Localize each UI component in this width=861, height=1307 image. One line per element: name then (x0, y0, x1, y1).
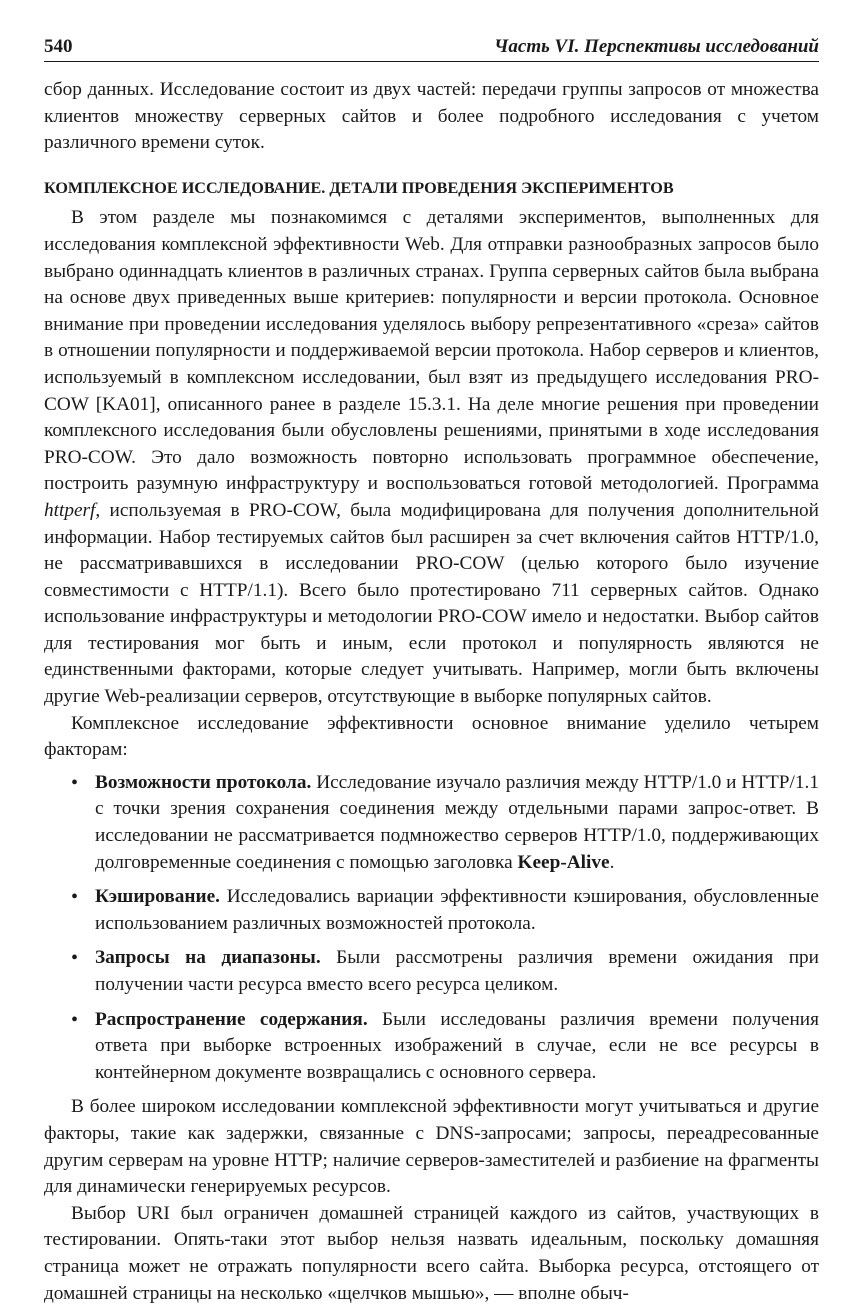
factor-text: Были исследованы различия времени получения ответа при выборке встроенных изображений в случае, если не все ресурсы в контейнерном документе возвращались с основного сервера. (95, 1008, 819, 1083)
program-name-italic: httperf (44, 499, 96, 521)
page-header (44, 36, 819, 62)
section-heading: КОМПЛЕКСНОЕ ИССЛЕДОВАНИЕ. ДЕТАЛИ ПРОВЕДЕНИЯ ЭКСПЕРИМЕНТОВ (44, 178, 674, 197)
paragraph-four-factors-intro: Комплексное исследование эффективности основное внимание уделило четырем факторам: (44, 712, 819, 761)
bullet-icon: • (71, 886, 79, 909)
list-item (71, 884, 819, 937)
list-item (71, 1007, 819, 1087)
page-number: 540 (44, 36, 73, 57)
factor-term: Распространение содержания. (95, 1008, 368, 1030)
bullet-icon: • (71, 771, 79, 794)
paragraph-text: , используемая в PRO-COW, была модифицирована для получения дополнительной информации. Набор тестируемых сайтов был расширен за счет включения сайтов HTTP/1.0, не рассматривавшихся в исследовании PRO-COW (целью которого было изучение совместимости с HTTP/1.1). Всего было протестировано 711 серверных сайтов. Однако использование инфраструктуры и методологии PRO-COW имело и недостатки. Выбор сайтов для тестирования мог быть и иным, если протокол и популярность являются не единственными факторами, которые следует учитывать. Например, могли быть включены другие Web-реализации серверов, отсутствующие в выборке популярных сайтов. (44, 499, 819, 708)
paragraph-text: В этом разделе мы познакомимся с деталями экспериментов, выполненных для исследования комплексной эффективности Web. Для отправки разнообразных запросов было выбрано одиннадцать клиентов в различных странах. Группа серверных сайтов была выбрана на основе двух приведенных выше критериев: популярности и версии протокола. Основное внимание при проведении исследования уделялось выбору репрезентативного «среза» сайтов в отношении популярности и поддерживаемой версии протокола. Набор серверов и клиентов, используемый в комплексном исследовании, был взят из предыдущего исследования PRO-COW [KA01], описанного ранее в разделе 15.3.1. На деле многие решения при проведении комплексного исследования были обусловлены решениями, принятыми в ходе исследования PRO-COW. Это дало возможность повторно использовать программное обеспечение, построить разумную инфраструктуру и воспользоваться готовой методологией. Программа (44, 207, 819, 495)
factor-text-end: . (609, 851, 615, 873)
factor-text: Исследование изучало различия между HTTP/1.0 и HTTP/1.1 с точки зрения сохранения соединения между отдельными парами запрос-ответ. В исследовании не рассматривается подмножество серверов HTTP/1.0, поддерживающих долговременные соединения с помощью заголовка (95, 771, 819, 873)
bullet-icon: • (71, 947, 79, 970)
bullet-icon: • (71, 1008, 79, 1031)
factor-text: Исследовались вариации эффективности кэширования, обусловленные использованием различных возможностей протокола. (95, 886, 819, 934)
paragraph-other-factors: В более широком исследовании комплексной эффективности могут учитываться и другие факторы, такие как задержки, связанные с DNS-запросами; запросы, переадресованные другим серверам на уровне HTTP; наличие серверов-заместителей и разбиение на фрагменты для динамически генерируемых ресурсов. (44, 1096, 819, 1198)
page-body (44, 77, 819, 1307)
factor-text: Были рассмотрены различия времени ожидания при получении части ресурса вместо всего ресурса целиком. (95, 947, 819, 995)
paragraph-experiment-details (44, 205, 819, 710)
factors-list (44, 770, 819, 1087)
intro-paragraph: сбор данных. Исследование состоит из двух частей: передачи группы запросов от множества клиентов множеству серверных сайтов и более подробного исследования с учетом различного времени суток. (44, 79, 819, 154)
list-item (71, 945, 819, 998)
factor-term: Запросы на диапазоны. (95, 947, 321, 969)
book-page (44, 36, 819, 1307)
list-item (71, 770, 819, 876)
factor-term: Возможности протокола. (95, 771, 312, 793)
factor-term: Кэширование. (95, 886, 220, 908)
running-title: Часть VI. Перспективы исследований (494, 36, 819, 57)
paragraph-uri-choice: Выбор URI был ограничен домашней страницей каждого из сайтов, участвующих в тестировании. Опять-таки этот выбор нельзя назвать идеальным, поскольку домашняя страница может не отражать популярности всего сайта. Выборка ресурса, отстоящего от домашней страницы на несколько «щелчков мышью», — вполне обыч- (44, 1202, 819, 1304)
header-name-bold: Keep-Alive (517, 851, 610, 873)
